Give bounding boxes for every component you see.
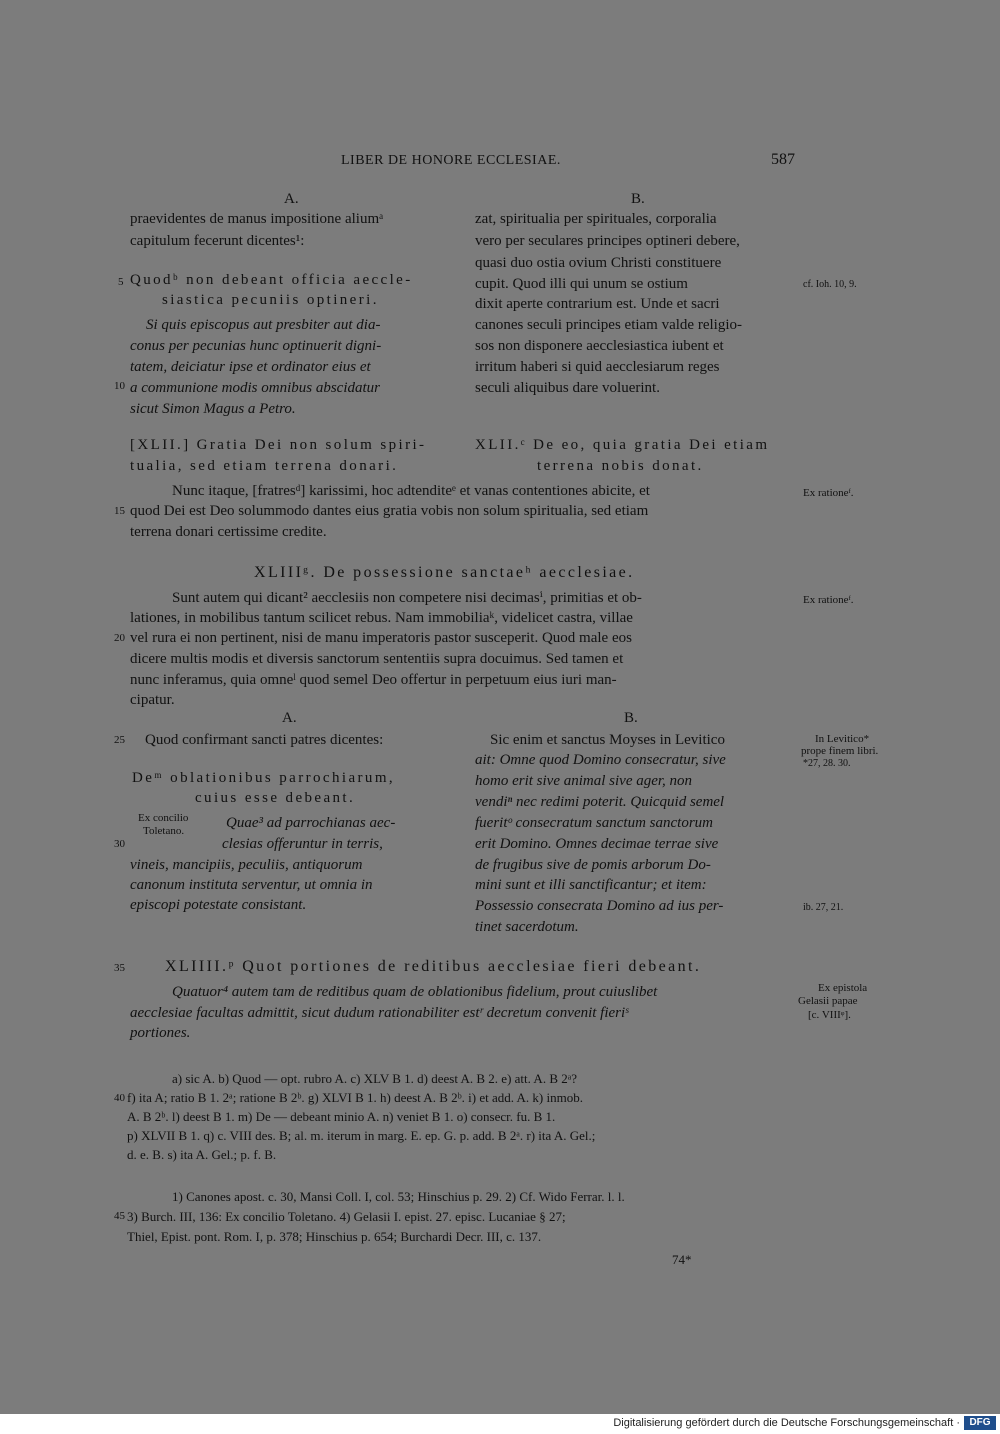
col-a-canon-text: Quae³ ad parrochianas aec-: [226, 815, 396, 831]
col-a-canon-text: tatem, deiciatur ipse et ordinator eius et: [130, 359, 371, 375]
margin-note: *27, 28. 30.: [803, 758, 851, 769]
col-b-chapter-heading: XLII.ᶜ De eo, quia gratia Dei etiam: [475, 437, 770, 453]
col-a-canon-text: Si quis episcopus aut presbiter aut dia-: [146, 317, 381, 333]
chapter-heading: XLIIIᵍ. De possessione sanctaeʰ aecclesiae.: [254, 564, 635, 581]
col-b-line: vendiⁿ nec redimi poterit. Quicquid semel: [475, 794, 725, 810]
col-a-canon-text: conus per pecunias hunc optinuerit digni-: [130, 338, 382, 354]
body-line: Sunt autem qui dicant² aecclesiis non competere nisi decimasⁱ, primitias et ob-: [172, 590, 642, 606]
source-note: Toletano.: [143, 825, 185, 837]
digitization-footer: [0, 1414, 1000, 1434]
col-a-heading: cuius esse debeant.: [195, 790, 356, 806]
footnote-line: Thiel, Epist. pont. Rom. I, p. 378; Hinschius p. 654; Burchardi Decr. III, c. 137.: [127, 1229, 542, 1244]
col-b-chapter-heading: terrena nobis donat.: [537, 458, 704, 474]
body-line: Nunc itaque, [fratresᵈ] karissimi, hoc adtenditeᵉ et vanas contentiones abicite, et: [172, 483, 650, 499]
col-b-line: seculi aliquibus dare voluerint.: [475, 380, 660, 396]
column-b-label: B.: [624, 710, 638, 726]
col-a-canon-text: sicut Simon Magus a Petro.: [130, 401, 296, 417]
col-b-line: mini sunt et illi sanctificantur; et item:: [475, 877, 707, 893]
col-b-line: canones seculi principes etiam valde religio-: [475, 317, 742, 333]
body-line: lationes, in mobilibus tantum scilicet rebus. Nam immobiliaᵏ, videlicet castra, villae: [130, 610, 633, 626]
margin-note: cf. Ioh. 10, 9.: [803, 279, 857, 290]
col-b-line: de frugibus sive de pomis arborum Do-: [475, 857, 711, 873]
line-number-10: 10: [114, 380, 125, 392]
col-b-line: Possessio consecrata Domino ad ius per-: [475, 898, 724, 914]
line-number-35: 35: [114, 962, 125, 974]
col-b-line: Sic enim et sanctus Moyses in Levitico: [490, 732, 725, 748]
col-a-heading: Quodᵇ non debeant officia aeccle-: [130, 272, 413, 288]
margin-note: In Levitico*: [815, 733, 870, 745]
dfg-logo[interactable]: DFG: [964, 1416, 996, 1430]
body-line: terrena donari certissime credite.: [130, 524, 327, 540]
col-b-line: vero per seculares principes optineri debere,: [475, 233, 740, 249]
col-b-line: dixit aperte contrarium est. Unde et sacri: [475, 296, 720, 312]
line-number-15: 15: [114, 505, 125, 517]
col-b-line: sos non disponere aecclesiastica iubent et: [475, 338, 724, 354]
margin-note: Ex rationeᶠ.: [803, 594, 854, 606]
col-a-chapter-heading: [XLII.] Gratia Dei non solum spiri-: [130, 437, 427, 453]
col-a-canon-text: canonum instituta serventur, ut omnia in: [130, 877, 373, 893]
body-line: aecclesiae facultas admittit, sicut dudum rationabiliter estʳ decretum convenit fieriˢ: [130, 1005, 629, 1021]
body-line: dicere multis modis et diversis sanctorum sententiis supra docuimus. Sed tamen et: [130, 651, 624, 667]
col-a-canon-text: a communione modis omnibus abscidatur: [130, 380, 380, 396]
body-line: nunc inferamus, quia omneˡ quod semel Deo offertur in perpetuum eius iuri man-: [130, 672, 617, 688]
col-a-chapter-heading: tualia, sed etiam terrena donari.: [130, 458, 399, 474]
body-line: portiones.: [130, 1025, 191, 1041]
body-line: vel rura ei non pertinent, nisi de manu imperatoris pastor susceperit. Quod male eos: [130, 630, 632, 646]
col-b-line: fueritᵒ consecratum sanctum sanctorum: [475, 815, 714, 831]
col-b-line: ait: Omne quod Domino consecratur, sive: [475, 752, 726, 768]
margin-note: Ex rationeᶠ.: [803, 487, 854, 499]
funding-note: Digitalisierung gefördert durch die Deutsche Forschungsgemeinschaft ·: [613, 1417, 960, 1429]
margin-note: Ex epistola: [818, 982, 868, 994]
line-number-45: 45: [114, 1210, 125, 1222]
col-b-line: tinet sacerdotum.: [475, 919, 579, 935]
line-number-40: 40: [114, 1092, 125, 1104]
col-b-line: erit Domino. Omnes decimae terrae sive: [475, 836, 719, 852]
apparatus-line: A. B 2ᵇ. l) deest B 1. m) De — debeant minio A. n) veniet B 1. o) consecr. fu. B 1.: [127, 1109, 556, 1124]
line-number-20: 20: [114, 632, 125, 644]
col-b-line: cupit. Quod illi qui unum se ostium: [475, 276, 688, 292]
col-b-line: irritum haberi si quid aecclesiarum reges: [475, 359, 720, 375]
apparatus-line: p) XLVII B 1. q) c. VIII des. B; al. m. iterum in marg. E. ep. G. p. add. B 2ᵃ. r) ita A. Gel.;: [127, 1128, 596, 1143]
col-a-canon-text: clesias offeruntur in terris,: [222, 836, 383, 852]
col-b-line: quasi duo ostia ovium Christi constituere: [475, 255, 722, 271]
col-a-line: capitulum fecerunt dicentes¹:: [130, 233, 305, 249]
page-number: 587: [771, 151, 795, 168]
col-b-line: homo erit sive animal sive ager, non: [475, 773, 693, 789]
margin-note: [c. VIIIᵠ].: [808, 1009, 851, 1021]
chapter-heading: XLIIII.ᵖ Quot portiones de reditibus aecclesiae fieri debeant.: [165, 958, 702, 975]
line-number-25: 25: [114, 734, 125, 746]
column-a-label: A.: [282, 710, 297, 726]
source-note: Ex concilio: [138, 812, 189, 824]
col-a-line: praevidentes de manus impositione aliumᵃ: [130, 211, 384, 227]
col-a-heading: Deᵐ oblationibus parrochiarum,: [132, 770, 396, 786]
margin-note: ib. 27, 21.: [803, 902, 844, 913]
column-b-label: B.: [631, 191, 645, 207]
column-a-label: A.: [284, 191, 299, 207]
col-b-line: zat, spiritualia per spirituales, corporalia: [475, 211, 717, 227]
line-number-30: 30: [114, 838, 125, 850]
apparatus-line: d. e. B. s) ita A. Gel.; p. f. B.: [127, 1147, 277, 1162]
col-a-canon-text: vineis, mancipiis, peculiis, antiquorum: [130, 857, 363, 873]
col-a-canon-text: episcopi potestate consistant.: [130, 897, 307, 913]
body-line: cipatur.: [130, 692, 175, 708]
body-line: quod Dei est Deo solummodo dantes eius gratia vobis non solum spiritualia, sed etiam: [130, 503, 649, 519]
col-a-heading: siastica pecuniis optineri.: [162, 292, 379, 308]
apparatus-line: a) sic A. b) Quod — opt. rubro A. c) XLV B 1. d) deest A. B 2. e) att. A. B 2ᵃ?: [172, 1071, 578, 1086]
apparatus-line: f) ita A; ratio B 1. 2ᵃ; ratione B 2ᵇ. g) XLVI B 1. h) deest A. B 2ᵇ. i) et add. A. k) inmob.: [127, 1090, 583, 1105]
col-a-intro: Quod confirmant sancti patres dicentes:: [145, 732, 384, 748]
body-line: Quatuor⁴ autem tam de reditibus quam de oblationibus fidelium, prout cuiuslibet: [172, 984, 658, 1000]
margin-note: Gelasii papae: [798, 995, 858, 1007]
signature-mark: 74*: [672, 1252, 692, 1267]
margin-note: prope finem libri.: [801, 745, 879, 757]
running-title: LIBER DE HONORE ECCLESIAE.: [341, 153, 561, 168]
footnote-line: 1) Canones apost. c. 30, Mansi Coll. I, col. 53; Hinschius p. 29. 2) Cf. Wido Ferrar. l. l.: [172, 1189, 625, 1204]
footnote-line: 3) Burch. III, 136: Ex concilio Toletano. 4) Gelasii I. epist. 27. episc. Lucaniae § 27;: [127, 1209, 566, 1224]
line-number-5: 5: [118, 276, 124, 288]
